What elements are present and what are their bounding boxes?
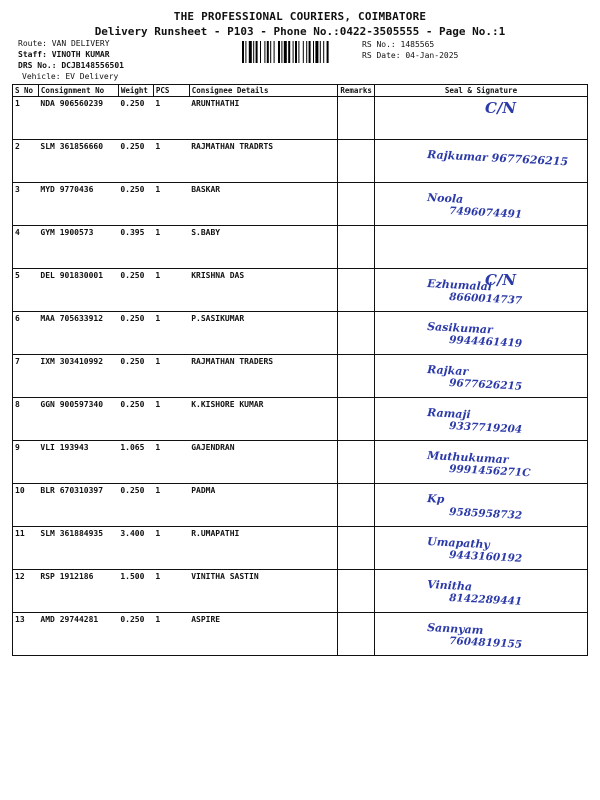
row-signature xyxy=(374,613,587,656)
signature-text: C/N xyxy=(484,99,517,117)
row-sno: 2 xyxy=(13,140,39,183)
row-consignment: DEL 901830001 xyxy=(38,269,118,312)
row-weight: 0.250 xyxy=(118,97,153,140)
row-consignee: S.BABY xyxy=(189,226,338,269)
handwritten-signature xyxy=(377,310,591,358)
signature-text: Rajkumar 9677626215 xyxy=(426,148,569,169)
row-weight: 0.250 xyxy=(118,613,153,656)
row-sno: 10 xyxy=(13,484,39,527)
signature-text: 9337719204 xyxy=(448,420,523,436)
handwritten-signature xyxy=(377,525,591,573)
row-consignee: PADMA xyxy=(189,484,338,527)
row-pcs: 1 xyxy=(153,226,189,269)
row-remarks xyxy=(338,312,375,355)
table-row xyxy=(13,484,588,527)
row-remarks xyxy=(338,355,375,398)
row-pcs: 1 xyxy=(153,441,189,484)
handwritten-signature xyxy=(377,568,591,616)
col-consignee-header: Consignee Details xyxy=(189,85,338,97)
signature-text: Vinitha xyxy=(426,578,473,594)
row-consignee: BASKAR xyxy=(189,183,338,226)
signature-text: Noola xyxy=(426,191,464,206)
row-weight: 0.250 xyxy=(118,140,153,183)
row-sno: 9 xyxy=(13,441,39,484)
row-weight: 0.395 xyxy=(118,226,153,269)
rs-number: RS No.: 1485565 xyxy=(362,40,435,49)
table-row xyxy=(13,613,588,656)
signature-text: 9585958732 xyxy=(448,506,523,522)
row-consignment: SLM 361856660 xyxy=(38,140,118,183)
table-row xyxy=(13,441,588,484)
row-remarks xyxy=(338,97,375,140)
row-weight: 0.250 xyxy=(118,484,153,527)
row-remarks xyxy=(338,441,375,484)
handwritten-signature xyxy=(377,224,591,272)
vehicle-label: Vehicle: EV Delivery xyxy=(22,72,119,81)
signature-text: 9944461419 xyxy=(448,334,523,350)
signature-text: 9677626215 xyxy=(448,377,523,393)
row-consignee: ARUNTHATHI xyxy=(189,97,338,140)
row-pcs: 1 xyxy=(153,398,189,441)
signature-text: Rajkar xyxy=(426,363,469,379)
handwritten-signature xyxy=(377,439,591,487)
handwritten-signature xyxy=(377,267,591,315)
row-sno: 1 xyxy=(13,97,39,140)
row-weight: 0.250 xyxy=(118,398,153,441)
row-consignment: IXM 303410992 xyxy=(38,355,118,398)
row-consignee: RAJMATHAN TRADERS xyxy=(189,355,338,398)
row-consignee: RAJMATHAN TRADRTS xyxy=(189,140,338,183)
row-consignment: RSP 1912186 xyxy=(38,570,118,613)
table-row xyxy=(13,269,588,312)
row-consignee: P.SASIKUMAR xyxy=(189,312,338,355)
row-consignment: MAA 705633912 xyxy=(38,312,118,355)
row-signature xyxy=(374,97,587,140)
col-sno-header: S No xyxy=(13,85,39,97)
row-consignment: NDA 906560239 xyxy=(38,97,118,140)
row-weight: 1.065 xyxy=(118,441,153,484)
signature-text: 9991456271C xyxy=(448,463,531,480)
row-sno: 7 xyxy=(13,355,39,398)
row-sno: 8 xyxy=(13,398,39,441)
signature-text: Ezhumalai xyxy=(426,277,493,294)
barcode xyxy=(242,41,350,63)
handwritten-signature xyxy=(377,482,591,530)
row-weight: 0.250 xyxy=(118,312,153,355)
row-signature xyxy=(374,312,587,355)
row-signature xyxy=(374,570,587,613)
row-consignee: GAJENDRAN xyxy=(189,441,338,484)
signature-text: Kp xyxy=(426,492,445,506)
signature-text: Sannyam xyxy=(426,621,484,637)
handwritten-signature xyxy=(377,181,591,229)
row-sno: 5 xyxy=(13,269,39,312)
row-pcs: 1 xyxy=(153,613,189,656)
drs-number: DRS No.: DCJB148556501 xyxy=(18,61,124,70)
row-sno: 11 xyxy=(13,527,39,570)
row-weight: 0.250 xyxy=(118,355,153,398)
signature-text: 7604819155 xyxy=(448,635,523,651)
signature-text: 7496074491 xyxy=(448,205,523,221)
signature-text: Muthukumar xyxy=(426,449,509,467)
row-consignee: ASPIRE xyxy=(189,613,338,656)
row-remarks xyxy=(338,613,375,656)
row-consignment: BLR 670310397 xyxy=(38,484,118,527)
signature-text: 8660014737 xyxy=(448,291,523,307)
col-remarks-header: Remarks xyxy=(338,85,375,97)
staff-label: Staff: VINOTH KUMAR xyxy=(18,50,110,59)
row-consignment: GGN 900597340 xyxy=(38,398,118,441)
row-sno: 3 xyxy=(13,183,39,226)
row-consignment: GYM 1900573 xyxy=(38,226,118,269)
row-pcs: 1 xyxy=(153,312,189,355)
col-seal-header: Seal & Signature xyxy=(374,85,587,97)
handwritten-signature xyxy=(377,611,591,659)
handwritten-signature xyxy=(377,396,591,444)
signature-text: Umapathy xyxy=(426,535,491,552)
row-pcs: 1 xyxy=(153,97,189,140)
row-pcs: 1 xyxy=(153,570,189,613)
row-pcs: 1 xyxy=(153,527,189,570)
row-pcs: 1 xyxy=(153,355,189,398)
col-weight-header: Weight xyxy=(118,85,153,97)
row-consignment: AMD 29744281 xyxy=(38,613,118,656)
row-consignee: KRISHNA DAS xyxy=(189,269,338,312)
row-weight: 3.400 xyxy=(118,527,153,570)
table-row xyxy=(13,312,588,355)
row-signature xyxy=(374,183,587,226)
table-row xyxy=(13,570,588,613)
table-row xyxy=(13,355,588,398)
row-signature xyxy=(374,398,587,441)
company-title: THE PROFESSIONAL COURIERS, COIMBATORE xyxy=(173,10,427,23)
row-weight: 0.250 xyxy=(118,269,153,312)
col-pcs-header: PCS xyxy=(153,85,189,97)
row-weight: 0.250 xyxy=(118,183,153,226)
runsheet-subtitle: Delivery Runsheet - P103 - Phone No.:0422-3505555 - Page No.:1 xyxy=(94,25,506,38)
row-remarks xyxy=(338,183,375,226)
signature-text: 9443160192 xyxy=(448,549,523,565)
row-sno: 4 xyxy=(13,226,39,269)
signature-text: Ramaji xyxy=(426,406,471,422)
row-signature xyxy=(374,226,587,269)
row-weight: 1.500 xyxy=(118,570,153,613)
row-remarks xyxy=(338,484,375,527)
row-sno: 12 xyxy=(13,570,39,613)
row-signature xyxy=(374,527,587,570)
signature-text: C/N xyxy=(484,271,517,289)
row-pcs: 1 xyxy=(153,269,189,312)
row-remarks xyxy=(338,570,375,613)
runsheet-table xyxy=(12,84,588,656)
row-signature xyxy=(374,140,587,183)
table-row xyxy=(13,183,588,226)
row-pcs: 1 xyxy=(153,140,189,183)
table-row xyxy=(13,226,588,269)
handwritten-signature xyxy=(377,138,591,186)
col-consignment-header: Consignment No xyxy=(38,85,118,97)
row-consignee: R.UMAPATHI xyxy=(189,527,338,570)
signature-text: Sasikumar xyxy=(426,320,493,337)
row-sno: 6 xyxy=(13,312,39,355)
table-row xyxy=(13,527,588,570)
row-remarks xyxy=(338,226,375,269)
row-consignee: K.KISHORE KUMAR xyxy=(189,398,338,441)
row-remarks xyxy=(338,527,375,570)
handwritten-signature xyxy=(377,95,591,143)
row-remarks xyxy=(338,140,375,183)
row-sno: 13 xyxy=(13,613,39,656)
row-consignment: SLM 361884935 xyxy=(38,527,118,570)
row-signature xyxy=(374,355,587,398)
table-row xyxy=(13,140,588,183)
row-remarks xyxy=(338,269,375,312)
row-signature xyxy=(374,269,587,312)
table-row xyxy=(13,97,588,140)
row-signature xyxy=(374,441,587,484)
row-pcs: 1 xyxy=(153,484,189,527)
row-consignment: VLI 193943 xyxy=(38,441,118,484)
row-signature xyxy=(374,484,587,527)
rs-date: RS Date: 04-Jan-2025 xyxy=(362,51,459,60)
row-pcs: 1 xyxy=(153,183,189,226)
row-consignee: VINITHA SASTIN xyxy=(189,570,338,613)
table-row xyxy=(13,398,588,441)
handwritten-signature xyxy=(377,353,591,401)
signature-text: 8142289441 xyxy=(448,592,523,608)
route-label: Route: VAN DELIVERY xyxy=(18,39,110,48)
row-consignment: MYD 9770436 xyxy=(38,183,118,226)
row-remarks xyxy=(338,398,375,441)
